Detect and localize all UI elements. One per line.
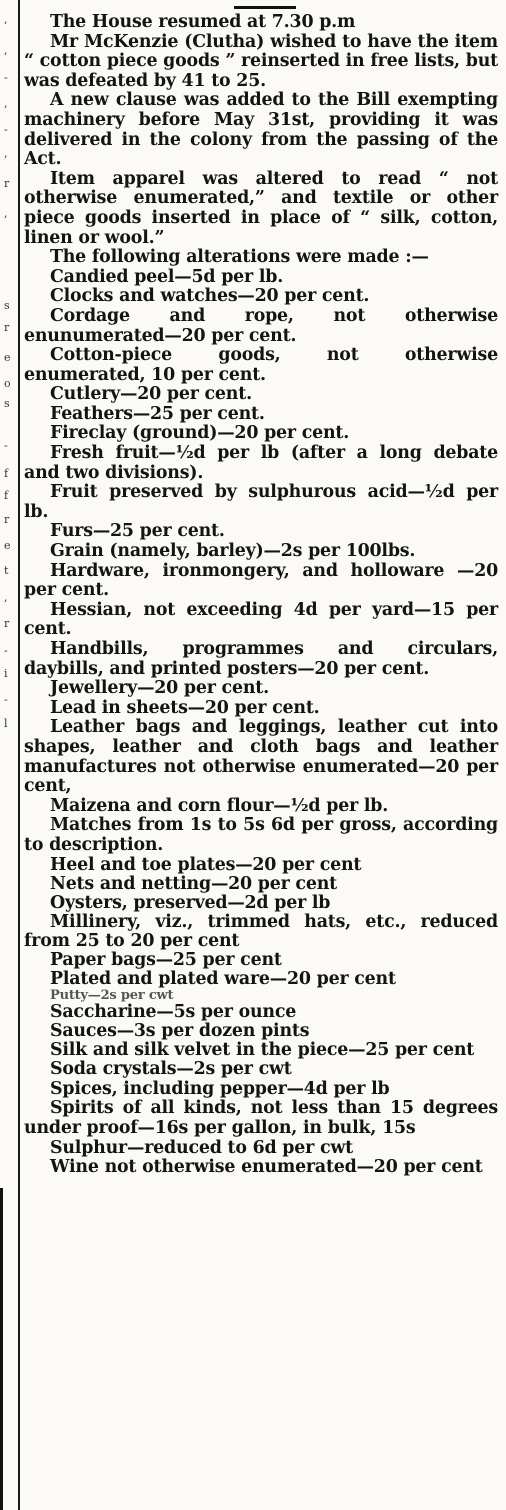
tariff-item: Paper bags—25 per cent [50,949,282,970]
gutter-mark: - [4,439,8,452]
tariff-item: Feathers—25 per cent. [50,403,265,424]
tariff-item: Lead in sheets—20 per cent. [50,697,320,718]
gutter-mark: , [4,591,8,604]
gutter-mark: o [4,377,11,390]
tariff-item: Hardware, ironmongery, and holloware —20 per cent. [24,560,498,601]
gutter-mark: - [4,123,8,136]
gutter-mark: s [4,397,10,410]
article-column [24,13,498,1178]
tariff-item: Soda crystals—2s per cwt [50,1059,292,1080]
article-paragraph: Mr McKenzie (Clutha) wished to have the item “ cotton piece goods ” reinserted in free lists, but was defeated by 41 to 25. [24,31,498,91]
tariff-item-damaged: Putty—2s per cwt [50,988,174,1003]
tariff-item: Saccharine—5s per ounce [50,1001,297,1022]
tariff-item: Cotton-piece goods, not otherwise enumerated, 10 per cent. [24,345,498,385]
gutter-mark: t [4,564,9,577]
gutter-mark: , [4,44,8,57]
tariff-item: Leather bags and leggings, leather cut into shapes, leather and cloth bags and leather manufactures not otherwise enumerated—20 per cent, [24,717,498,797]
tariff-item: Silk and silk velvet in the piece—25 per cent [50,1039,475,1060]
tariff-item: Millinery, viz., trimmed hats, etc., reduced from 25 to 20 per cent [24,911,498,951]
section-rule [234,6,296,9]
tariff-item: Furs—25 per cent. [50,521,225,542]
tariff-item: Handbills, programmes and circulars, daybills, and printed posters—20 per cent. [24,639,498,679]
article-paragraph: A new clause was added to the Bill exempting machinery before May 31st, providing it was delivered in the colony from the passing of the Act. [24,90,498,170]
tariff-item: Hessian, not exceeding 4d per yard—15 per cent. [24,599,498,640]
tariff-item: Wine not otherwise enumerated—20 per cent [50,1157,483,1178]
tariff-item: Fireclay (ground)—20 per cent. [50,423,350,444]
tariff-item: Clocks and watches—20 per cent. [50,286,370,307]
tariff-item: Grain (namely, barley)—2s per 100lbs. [50,541,416,562]
gutter-mark: r [4,513,10,526]
tariff-item: Candied peel—5d per lb. [50,266,284,287]
tariff-item: Cordage and rope, not otherwise enunumerated—20 per cent. [24,305,498,346]
tariff-item: Oysters, preserved—2d per lb [50,892,331,913]
article-paragraph: The following alterations were made :— [50,247,429,268]
gutter-mark: , [4,147,8,160]
gutter-mark: - [4,71,8,84]
tariff-item: Jewellery—20 per cent. [50,678,269,699]
gutter-mark: r [4,617,10,630]
tariff-item: Spirits of all kinds, not less than 15 degrees under proof—16s per gallon, in bulk, 15s [24,1098,498,1138]
gutter-mark: , [4,97,8,110]
tariff-item: Sulphur—reduced to 6d per cwt [50,1137,353,1158]
tariff-item: Fruit preserved by sulphurous acid—½d per lb. [24,482,498,522]
tariff-item: Maizena and corn flour—½d per lb. [50,795,389,816]
gutter-mark: , [4,207,8,220]
tariff-item: Spices, including pepper—4d per lb [50,1078,390,1099]
gutter-mark: e [4,539,11,552]
gutter-mark: l [4,717,8,730]
tariff-item: Plated and plated ware—20 per cent [50,968,396,989]
gutter-mark: f [4,489,9,502]
gutter-mark: i [4,667,8,680]
gutter-mark: , [4,13,8,26]
gutter-mark: r [4,321,10,334]
gutter-mark: f [4,467,9,480]
tariff-item: Sauces—3s per dozen pints [50,1020,310,1041]
gutter-mark: s [4,299,10,312]
gutter-mark: - [4,693,8,706]
tariff-item: Heel and toe plates—20 per cent [50,854,362,875]
tariff-item: Fresh fruit—½d per lb (after a long debate and two divisions). [24,443,498,483]
article-paragraph: The House resumed at 7.30 p.m [50,12,356,32]
article-paragraph: Item apparel was altered to read “ not otherwise enumerated,” and textile or other piece goods inserted in place of “ silk, cotton, linen or wool.” [24,168,498,248]
gutter-mark: r [4,177,10,190]
tariff-item: Cutlery—20 per cent. [50,384,252,405]
column-rule-lower [0,1188,25,1510]
gutter-mark: e [4,351,11,364]
tariff-item: Matches from 1s to 5s 6d per gross, according to description. [24,815,498,855]
tariff-item: Nets and netting—20 per cent [50,873,337,894]
gutter-mark: - [4,644,8,657]
